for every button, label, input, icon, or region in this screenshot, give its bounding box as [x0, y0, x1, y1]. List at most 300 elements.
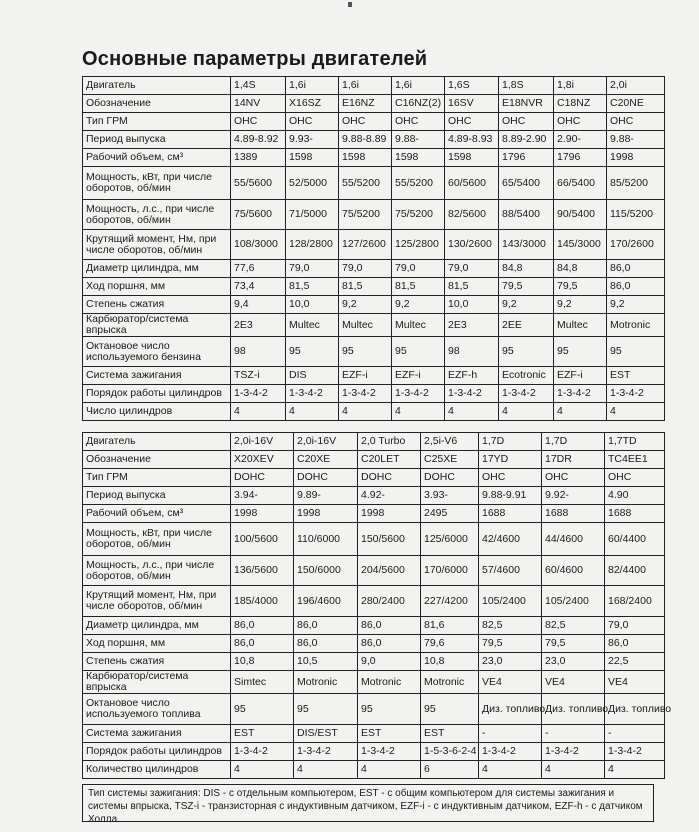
table-cell: 10,5 — [294, 653, 358, 671]
table-cell: OHC — [542, 469, 605, 487]
table-cell: 86,0 — [607, 260, 665, 278]
table-cell: 86,0 — [607, 278, 665, 296]
table-cell: C20NE — [607, 95, 665, 113]
table-cell: 1,6S — [445, 77, 499, 95]
table-cell: 9,2 — [554, 296, 607, 314]
table-cell: 52/5000 — [286, 167, 339, 200]
table-row — [83, 113, 665, 131]
table-cell: EST — [421, 725, 479, 743]
table-cell: 4 — [286, 403, 339, 421]
table-cell: 95 — [294, 694, 358, 725]
table-cell: 79,5 — [542, 635, 605, 653]
table-row — [83, 586, 665, 617]
table-row — [83, 761, 665, 779]
table-cell: 60/5600 — [445, 167, 499, 200]
table-cell: 4 — [392, 403, 445, 421]
table-cell: DIS/EST — [294, 725, 358, 743]
row-label: Степень сжатия — [83, 653, 231, 671]
table-cell: DOHC — [231, 469, 294, 487]
table-row — [83, 385, 665, 403]
table-cell: 10,0 — [445, 296, 499, 314]
table-cell: 1-3-4-2 — [339, 385, 392, 403]
table-cell: 88/5400 — [499, 200, 554, 230]
engine-params-table-petrol — [82, 76, 665, 421]
table-cell: 84,8 — [554, 260, 607, 278]
row-label: Октановое число используемого топлива — [83, 694, 231, 725]
table-cell: 79,5 — [499, 278, 554, 296]
table-row — [83, 635, 665, 653]
table-cell: Multec — [339, 314, 392, 337]
row-label: Октановое число используемого бензина — [83, 337, 231, 367]
table-cell: 3.93- — [421, 487, 479, 505]
table-cell: 1688 — [542, 505, 605, 523]
table-cell: Ecotronic — [499, 367, 554, 385]
table-cell: 1688 — [605, 505, 665, 523]
table-row — [83, 653, 665, 671]
table-cell: VE4 — [605, 671, 665, 694]
table-cell: 55/5200 — [392, 167, 445, 200]
table-cell: 1796 — [554, 149, 607, 167]
table-cell: 79,6 — [421, 635, 479, 653]
table-cell: 9.93- — [286, 131, 339, 149]
table-cell: C18NZ — [554, 95, 607, 113]
table-cell: 2EE — [499, 314, 554, 337]
table-cell: EST — [607, 367, 665, 385]
table-cell: 196/4600 — [294, 586, 358, 617]
table-row — [83, 556, 665, 586]
table-cell: 1,7TD — [605, 433, 665, 451]
table-cell: 150/5600 — [358, 523, 421, 556]
table-cell: 17DR — [542, 451, 605, 469]
row-label: Тип ГРМ — [83, 113, 231, 131]
table-cell: 9.89- — [294, 487, 358, 505]
row-label: Степень сжатия — [83, 296, 231, 314]
table-cell: OHC — [607, 113, 665, 131]
table-cell: 9,4 — [231, 296, 286, 314]
table-cell: C16NZ(2) — [392, 95, 445, 113]
table-cell: 1-3-4-2 — [479, 743, 542, 761]
page-title: Основные параметры двигателей — [82, 48, 428, 70]
row-label: Крутящий момент, Нм, при числе оборотов, об/мин — [83, 230, 231, 260]
table-cell: - — [479, 725, 542, 743]
table-cell: DOHC — [358, 469, 421, 487]
table-cell: X16SZ — [286, 95, 339, 113]
table-row — [83, 694, 665, 725]
table-cell: EZF-h — [445, 367, 499, 385]
table-cell: 2,0i — [607, 77, 665, 95]
table-cell: 6 — [421, 761, 479, 779]
table-cell: 143/3000 — [499, 230, 554, 260]
table-cell: 95 — [392, 337, 445, 367]
table-cell: 108/3000 — [231, 230, 286, 260]
row-label: Мощность, л.с., при числе оборотов, об/мин — [83, 200, 231, 230]
table-cell: 82,5 — [542, 617, 605, 635]
table-cell: 9.88-9.91 — [479, 487, 542, 505]
table-cell: 110/6000 — [294, 523, 358, 556]
table-cell: 125/6000 — [421, 523, 479, 556]
table-cell: 2E3 — [445, 314, 499, 337]
table-cell: 9,2 — [339, 296, 392, 314]
table-cell: OHC — [479, 469, 542, 487]
table-cell: 60/4400 — [605, 523, 665, 556]
table-cell: 227/4200 — [421, 586, 479, 617]
table-cell: E18NVR — [499, 95, 554, 113]
row-label: Рабочий объем, см³ — [83, 505, 231, 523]
table-cell: 2495 — [421, 505, 479, 523]
row-label: Порядок работы цилиндров — [83, 743, 231, 761]
row-label: Тип ГРМ — [83, 469, 231, 487]
table-row — [83, 260, 665, 278]
table-cell: 4 — [605, 761, 665, 779]
table-cell: 8.89-2.90 — [499, 131, 554, 149]
table-row — [83, 487, 665, 505]
table-cell: C20XE — [294, 451, 358, 469]
table-cell: 2,0i-16V — [231, 433, 294, 451]
row-label: Период выпуска — [83, 487, 231, 505]
table-cell: 4 — [499, 403, 554, 421]
table-row — [83, 469, 665, 487]
table-cell: 85/5200 — [607, 167, 665, 200]
table-cell: 95 — [607, 337, 665, 367]
table-cell: OHC — [339, 113, 392, 131]
table-cell: 81,6 — [421, 617, 479, 635]
table-cell: 86,0 — [358, 617, 421, 635]
table-cell: 1598 — [286, 149, 339, 167]
row-label: Карбюратор/система впрыска — [83, 314, 231, 337]
row-label: Диаметр цилиндра, мм — [83, 617, 231, 635]
table-row — [83, 617, 665, 635]
table-cell: 75/5600 — [231, 200, 286, 230]
row-label: Количество цилиндров — [83, 761, 231, 779]
table-cell: 1998 — [231, 505, 294, 523]
table-cell: 42/4600 — [479, 523, 542, 556]
row-label: Диаметр цилиндра, мм — [83, 260, 231, 278]
table-row — [83, 505, 665, 523]
table-cell: 23,0 — [542, 653, 605, 671]
table-cell: 9,2 — [607, 296, 665, 314]
table-cell: OHC — [286, 113, 339, 131]
table-cell: 1389 — [231, 149, 286, 167]
table-cell: 95 — [286, 337, 339, 367]
table-cell: VE4 — [542, 671, 605, 694]
table-cell: Диз. топливо — [605, 694, 665, 725]
table-cell: 4 — [294, 761, 358, 779]
table-cell: 127/2600 — [339, 230, 392, 260]
table-cell: 9.88- — [392, 131, 445, 149]
table-cell: 4.89-8.93 — [445, 131, 499, 149]
table-cell: OHC — [499, 113, 554, 131]
table-row — [83, 523, 665, 556]
table-cell: TC4EE1 — [605, 451, 665, 469]
row-label: Карбюратор/система впрыска — [83, 671, 231, 694]
table-cell: 14NV — [231, 95, 286, 113]
table-cell: 98 — [445, 337, 499, 367]
table-cell: EZF-i — [554, 367, 607, 385]
table-cell: 95 — [231, 694, 294, 725]
table-cell: 1-3-4-2 — [231, 385, 286, 403]
table-cell: Диз. топливо — [542, 694, 605, 725]
table-cell: 125/2800 — [392, 230, 445, 260]
table-cell: Motronic — [607, 314, 665, 337]
table-cell: 79,0 — [392, 260, 445, 278]
table-cell: Multec — [392, 314, 445, 337]
table-cell: 81,5 — [392, 278, 445, 296]
table-cell: 95 — [421, 694, 479, 725]
ignition-type-note: Тип системы зажигания: DIS - с отдельным компьютером, EST - с общим компьютером для системы зажигания и системы впрыска, TSZ-i - транзисторная с индуктивным датчиком, EZF-i - с индуктивным датчиком, EZF-h - с датчиком Холла. — [82, 784, 654, 822]
table-cell: 1598 — [339, 149, 392, 167]
table-cell: 105/2400 — [542, 586, 605, 617]
table-cell: 1-3-4-2 — [445, 385, 499, 403]
row-label: Порядок работы цилиндров — [83, 385, 231, 403]
table-cell: 4 — [542, 761, 605, 779]
table-cell: 4 — [231, 403, 286, 421]
table-cell: 4 — [479, 761, 542, 779]
table-row — [83, 433, 665, 451]
table-cell: OHC — [231, 113, 286, 131]
table-cell: E16NZ — [339, 95, 392, 113]
table-cell: 10,0 — [286, 296, 339, 314]
table-cell: 71/5000 — [286, 200, 339, 230]
table-cell: 75/5200 — [392, 200, 445, 230]
table-cell: 65/5400 — [499, 167, 554, 200]
table-cell: 60/4600 — [542, 556, 605, 586]
table-cell: 128/2800 — [286, 230, 339, 260]
table-cell: 82,5 — [479, 617, 542, 635]
table-cell: 10,8 — [421, 653, 479, 671]
table-cell: 1,6i — [286, 77, 339, 95]
table-row — [83, 167, 665, 200]
table-cell: 4 — [554, 403, 607, 421]
table-cell: 204/5600 — [358, 556, 421, 586]
table-row — [83, 743, 665, 761]
table-cell: Simtec — [231, 671, 294, 694]
table-row — [83, 403, 665, 421]
table-cell: 170/6000 — [421, 556, 479, 586]
table-cell: 2,0 Turbo — [358, 433, 421, 451]
table-cell: 44/4600 — [542, 523, 605, 556]
table-cell: 2E3 — [231, 314, 286, 337]
table-cell: 130/2600 — [445, 230, 499, 260]
table-cell: 86,0 — [294, 617, 358, 635]
table-cell: 17YD — [479, 451, 542, 469]
table-cell: 1-3-4-2 — [392, 385, 445, 403]
table-cell: 1,8S — [499, 77, 554, 95]
table-cell: 57/4600 — [479, 556, 542, 586]
table-cell: - — [542, 725, 605, 743]
table-cell: 86,0 — [231, 635, 294, 653]
table-cell: 1-5-3-6-2-4 — [421, 743, 479, 761]
table-cell: 77,6 — [231, 260, 286, 278]
table-cell: Multec — [286, 314, 339, 337]
table-cell: 95 — [499, 337, 554, 367]
table-cell: 1,7D — [479, 433, 542, 451]
table-row — [83, 337, 665, 367]
table-cell: 4.90 — [605, 487, 665, 505]
table-cell: 4 — [339, 403, 392, 421]
table-cell: 95 — [358, 694, 421, 725]
table-cell: 98 — [231, 337, 286, 367]
table-cell: 2,5i-V6 — [421, 433, 479, 451]
table-cell: 79,0 — [605, 617, 665, 635]
table-cell: 1,7D — [542, 433, 605, 451]
table-cell: 1-3-4-2 — [286, 385, 339, 403]
table-cell: OHC — [445, 113, 499, 131]
table-cell: Motronic — [294, 671, 358, 694]
table-cell: C25XE — [421, 451, 479, 469]
table-cell: 9,2 — [499, 296, 554, 314]
table-cell: 9,0 — [358, 653, 421, 671]
row-label: Рабочий объем, см³ — [83, 149, 231, 167]
table-row — [83, 131, 665, 149]
table-row — [83, 367, 665, 385]
table-cell: OHC — [605, 469, 665, 487]
row-label: Ход поршня, мм — [83, 278, 231, 296]
table-cell: 9,2 — [392, 296, 445, 314]
table-cell: 81,5 — [339, 278, 392, 296]
table-cell: 1-3-4-2 — [499, 385, 554, 403]
table-cell: 81,5 — [445, 278, 499, 296]
table-cell: 95 — [554, 337, 607, 367]
table-cell: 3.94- — [231, 487, 294, 505]
table-cell: Motronic — [358, 671, 421, 694]
table-cell: 86,0 — [605, 635, 665, 653]
table-cell: 1-3-4-2 — [231, 743, 294, 761]
table-cell: 150/6000 — [294, 556, 358, 586]
table-cell: X20XEV — [231, 451, 294, 469]
row-label: Двигатель — [83, 77, 231, 95]
table-cell: 90/5400 — [554, 200, 607, 230]
table-row — [83, 77, 665, 95]
row-label: Система зажигания — [83, 367, 231, 385]
row-label: Период выпуска — [83, 131, 231, 149]
table-cell: 170/2600 — [607, 230, 665, 260]
table-cell: 86,0 — [358, 635, 421, 653]
table-cell: 9.92- — [542, 487, 605, 505]
table-cell: 16SV — [445, 95, 499, 113]
table-row — [83, 230, 665, 260]
table-cell: 136/5600 — [231, 556, 294, 586]
table-cell: 1998 — [294, 505, 358, 523]
table-cell: 100/5600 — [231, 523, 294, 556]
table-row — [83, 314, 665, 337]
table-cell: 4 — [358, 761, 421, 779]
table-cell: 75/5200 — [339, 200, 392, 230]
table-cell: 79,5 — [554, 278, 607, 296]
table-cell: 1-3-4-2 — [542, 743, 605, 761]
table-cell: 1-3-4-2 — [358, 743, 421, 761]
table-cell: 9.88- — [607, 131, 665, 149]
table-cell: 1,6i — [392, 77, 445, 95]
row-label: Мощность, кВт, при числе оборотов, об/мин — [83, 167, 231, 200]
row-label: Крутящий момент, Нм, при числе оборотов, об/мин — [83, 586, 231, 617]
table-cell: 79,5 — [479, 635, 542, 653]
table-cell: DOHC — [421, 469, 479, 487]
table-cell: Диз. топливо — [479, 694, 542, 725]
table-cell: TSZ-i — [231, 367, 286, 385]
table-row — [83, 200, 665, 230]
table-cell: 1598 — [392, 149, 445, 167]
table-cell: 4.89-8.92 — [231, 131, 286, 149]
table-cell: Motronic — [421, 671, 479, 694]
table-cell: 2.90- — [554, 131, 607, 149]
table-cell: 1,6i — [339, 77, 392, 95]
table-cell: 86,0 — [231, 617, 294, 635]
row-label: Двигатель — [83, 433, 231, 451]
table-cell: 55/5200 — [339, 167, 392, 200]
table-row — [83, 149, 665, 167]
table-cell: 1-3-4-2 — [607, 385, 665, 403]
table-row — [83, 671, 665, 694]
table-cell: 9.88-8.89 — [339, 131, 392, 149]
table-cell: 1688 — [479, 505, 542, 523]
engine-params-table-2 — [82, 432, 672, 779]
table-cell: 1998 — [358, 505, 421, 523]
table-cell: 82/4400 — [605, 556, 665, 586]
table-cell: 81,5 — [286, 278, 339, 296]
table-cell: 1998 — [607, 149, 665, 167]
table-cell: 82/5600 — [445, 200, 499, 230]
table-cell: 1598 — [445, 149, 499, 167]
table-cell: 1,4S — [231, 77, 286, 95]
table-cell: 10,8 — [231, 653, 294, 671]
table-row — [83, 278, 665, 296]
table-cell: 1,8i — [554, 77, 607, 95]
table-cell: 4.92- — [358, 487, 421, 505]
table-cell: 168/2400 — [605, 586, 665, 617]
table-cell: DOHC — [294, 469, 358, 487]
row-label: Ход поршня, мм — [83, 635, 231, 653]
row-label: Обозначение — [83, 95, 231, 113]
table-cell: 115/5200 — [607, 200, 665, 230]
table-cell: EZF-i — [392, 367, 445, 385]
table-cell: 1-3-4-2 — [294, 743, 358, 761]
table-cell: 55/5600 — [231, 167, 286, 200]
table-cell: 23,0 — [479, 653, 542, 671]
table-cell: VE4 — [479, 671, 542, 694]
table-cell: DIS — [286, 367, 339, 385]
table-row — [83, 451, 665, 469]
row-label: Число цилиндров — [83, 403, 231, 421]
table-cell: - — [605, 725, 665, 743]
table-cell: 4 — [445, 403, 499, 421]
table-row — [83, 725, 665, 743]
table-cell: 4 — [607, 403, 665, 421]
table-row — [83, 296, 665, 314]
row-label: Система зажигания — [83, 725, 231, 743]
table-cell: 79,0 — [339, 260, 392, 278]
table-cell: 22,5 — [605, 653, 665, 671]
table-cell: 79,0 — [286, 260, 339, 278]
table-cell: 86,0 — [294, 635, 358, 653]
table-row — [83, 95, 665, 113]
row-label: Мощность, кВт, при числе оборотов, об/мин — [83, 523, 231, 556]
table-cell: C20LET — [358, 451, 421, 469]
table-cell: 73,4 — [231, 278, 286, 296]
table-cell: OHC — [554, 113, 607, 131]
table-cell: 1796 — [499, 149, 554, 167]
table-cell: 145/3000 — [554, 230, 607, 260]
table-cell: 185/4000 — [231, 586, 294, 617]
table-cell: 79,0 — [445, 260, 499, 278]
table-cell: 105/2400 — [479, 586, 542, 617]
table-cell: OHC — [392, 113, 445, 131]
table-cell: 4 — [231, 761, 294, 779]
row-label: Обозначение — [83, 451, 231, 469]
table-cell: 2,0i-16V — [294, 433, 358, 451]
page-scan-mark — [348, 2, 352, 7]
table-cell: 1-3-4-2 — [605, 743, 665, 761]
table-cell: 95 — [339, 337, 392, 367]
